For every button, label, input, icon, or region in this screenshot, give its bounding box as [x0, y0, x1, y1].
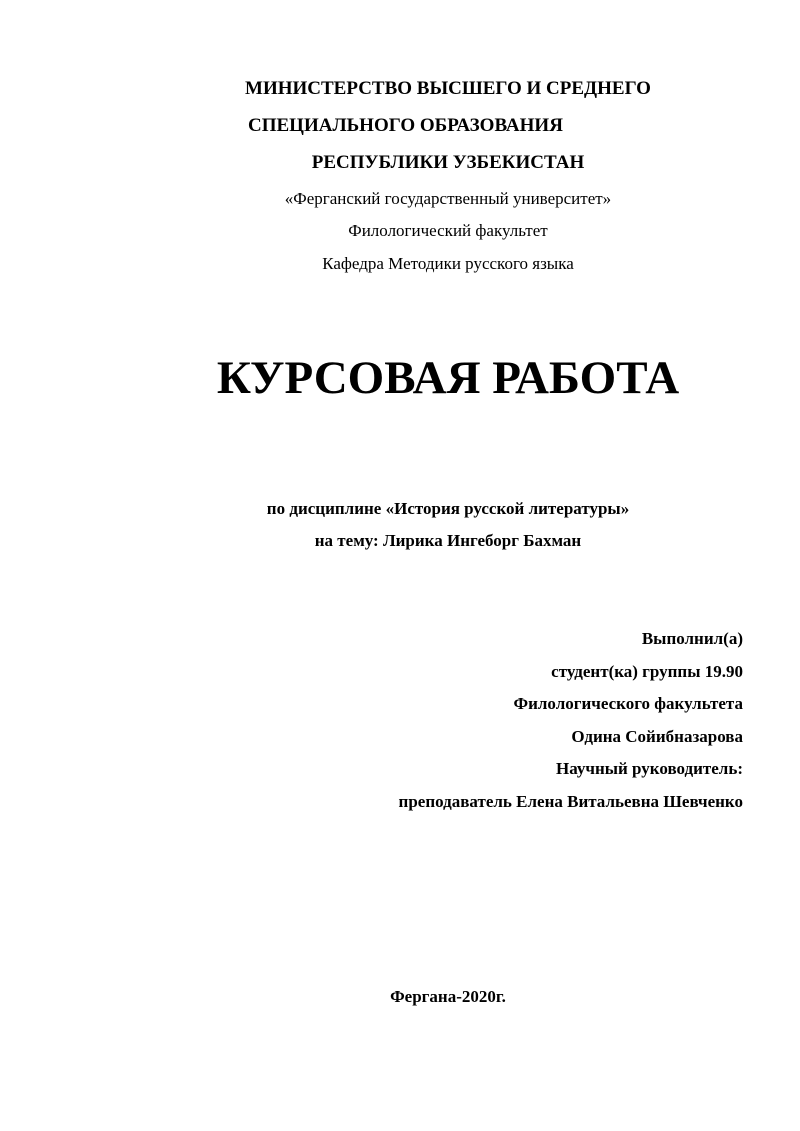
- author-name: Одина Сойибназарова: [571, 727, 743, 746]
- topic-line: на тему: Лирика Ингеборг Бахман: [314, 531, 582, 550]
- supervisor-label: Научный руководитель:: [556, 759, 743, 778]
- ministry-line-1: МИНИСТЕРСТВО ВЫСШЕГО И СРЕДНЕГО: [245, 78, 651, 99]
- faculty-name: Филологический факультет: [348, 221, 548, 240]
- department-name: Кафедра Методики русского языка: [322, 254, 574, 273]
- supervisor-name: преподаватель Елена Витальевна Шевченко: [398, 792, 743, 811]
- document-title: КУРСОВАЯ РАБОТА: [216, 352, 680, 404]
- university-name: «Ферганский государственный университет»: [284, 189, 612, 208]
- city-year: Фергана-2020г.: [390, 987, 506, 1006]
- performed-by-label: Выполнил(а): [641, 629, 743, 648]
- ministry-line-3: РЕСПУБЛИКИ УЗБЕКИСТАН: [311, 152, 585, 173]
- student-group: студент(ка) группы 19.90: [551, 662, 743, 681]
- discipline-line: по дисциплине «История русской литературы»: [266, 499, 630, 518]
- author-faculty: Филологического факультета: [513, 694, 743, 713]
- ministry-line-2: СПЕЦИАЛЬНОГО ОБРАЗОВАНИЯ: [248, 115, 563, 136]
